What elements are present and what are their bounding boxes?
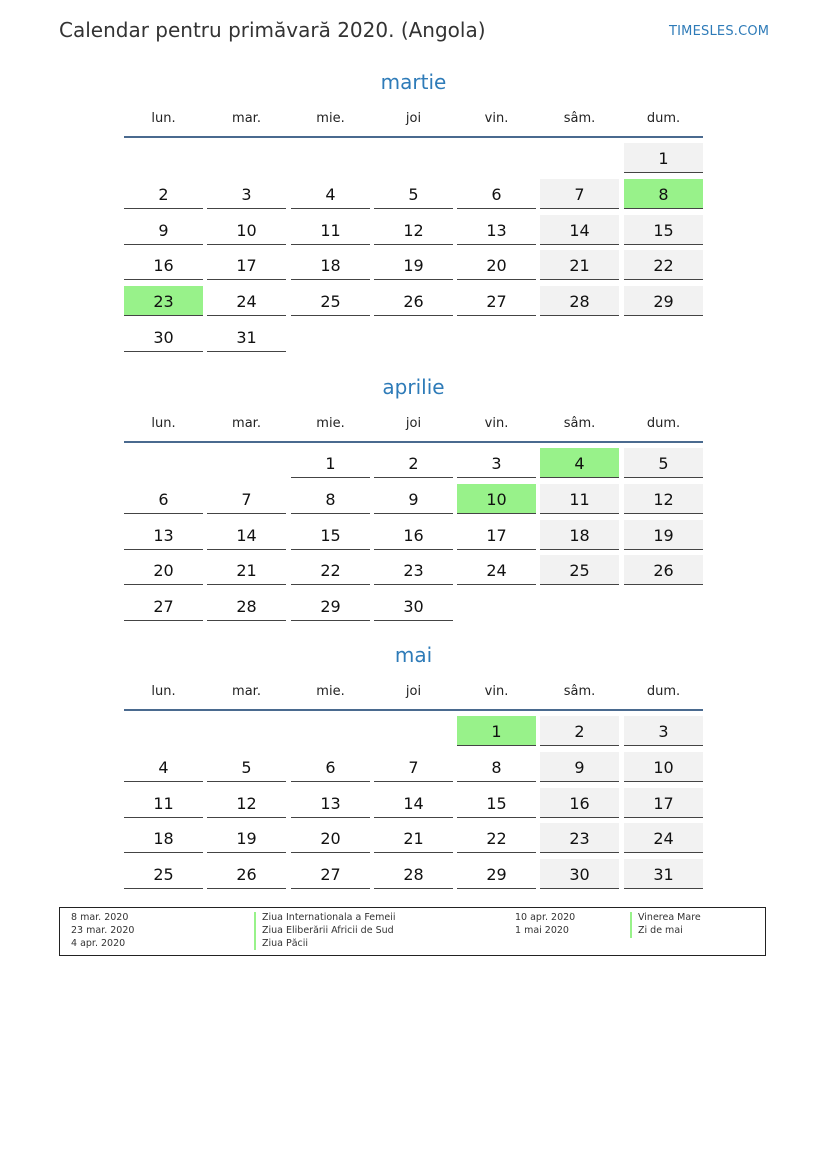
weekday-header: mar. bbox=[232, 416, 261, 431]
day-cell: 6 bbox=[291, 752, 370, 782]
day-cell: 15 bbox=[457, 788, 536, 818]
day-cell: 31 bbox=[207, 322, 286, 352]
day-cell: 27 bbox=[124, 591, 203, 621]
weekday-header: mie. bbox=[316, 416, 345, 431]
day-cell: 31 bbox=[624, 859, 703, 889]
day-cell: 30 bbox=[374, 591, 453, 621]
legend-holiday-name: Vinerea Mare bbox=[630, 912, 701, 925]
legend-date: 1 mai 2020 bbox=[515, 925, 569, 936]
holiday-day-cell: 4 bbox=[540, 448, 619, 478]
day-cell: 11 bbox=[540, 484, 619, 514]
legend-date: 4 apr. 2020 bbox=[71, 937, 126, 949]
day-cell: 5 bbox=[374, 179, 453, 209]
weekday-header: sâm. bbox=[563, 684, 596, 699]
day-cell: 6 bbox=[124, 484, 203, 514]
day-cell: 29 bbox=[624, 286, 703, 316]
day-cell: 27 bbox=[457, 286, 536, 316]
weekday-header: vin. bbox=[484, 684, 509, 699]
day-cell: 25 bbox=[540, 555, 619, 585]
day-cell: 9 bbox=[374, 484, 453, 514]
day-cell: 22 bbox=[457, 823, 536, 853]
day-cell: 4 bbox=[124, 752, 203, 782]
header-rule bbox=[124, 441, 703, 443]
day-cell: 24 bbox=[624, 823, 703, 853]
weekday-header: dum. bbox=[646, 111, 681, 126]
weekday-header: dum. bbox=[646, 684, 681, 699]
day-cell: 22 bbox=[624, 250, 703, 280]
day-cell: 12 bbox=[624, 484, 703, 514]
weekday-header: sâm. bbox=[563, 111, 596, 126]
day-cell: 9 bbox=[540, 752, 619, 782]
day-cell: 20 bbox=[124, 555, 203, 585]
day-cell: 19 bbox=[374, 250, 453, 280]
legend-date: 10 apr. 2020 bbox=[515, 912, 576, 923]
day-cell: 11 bbox=[291, 215, 370, 245]
day-cell: 7 bbox=[374, 752, 453, 782]
day-cell: 11 bbox=[124, 788, 203, 818]
day-cell: 30 bbox=[124, 322, 203, 352]
day-cell: 26 bbox=[207, 859, 286, 889]
weekday-header: sâm. bbox=[563, 416, 596, 431]
month-title: martie bbox=[380, 70, 447, 94]
day-cell: 18 bbox=[291, 250, 370, 280]
weekday-header: joi bbox=[405, 684, 422, 699]
header-rule bbox=[124, 709, 703, 711]
day-cell: 29 bbox=[291, 591, 370, 621]
day-cell: 25 bbox=[291, 286, 370, 316]
day-cell: 19 bbox=[624, 520, 703, 550]
day-cell: 18 bbox=[540, 520, 619, 550]
weekday-header: lun. bbox=[151, 416, 176, 431]
day-cell: 8 bbox=[457, 752, 536, 782]
day-cell: 3 bbox=[207, 179, 286, 209]
day-cell: 24 bbox=[207, 286, 286, 316]
day-cell: 17 bbox=[207, 250, 286, 280]
day-cell: 26 bbox=[374, 286, 453, 316]
day-cell: 7 bbox=[207, 484, 286, 514]
day-cell: 20 bbox=[457, 250, 536, 280]
weekday-header: mar. bbox=[232, 684, 261, 699]
day-cell: 12 bbox=[374, 215, 453, 245]
legend-date: 23 mar. 2020 bbox=[71, 925, 135, 936]
site-link[interactable]: TIMESLES.COM bbox=[669, 24, 770, 39]
day-cell: 2 bbox=[124, 179, 203, 209]
legend-holiday-name: Ziua Eliberării Africii de Sud bbox=[254, 925, 394, 938]
day-cell: 3 bbox=[457, 448, 536, 478]
day-cell: 3 bbox=[624, 716, 703, 746]
holiday-day-cell: 8 bbox=[624, 179, 703, 209]
day-cell: 10 bbox=[207, 215, 286, 245]
day-cell: 14 bbox=[540, 215, 619, 245]
holiday-legend bbox=[59, 907, 766, 956]
weekday-header: mie. bbox=[316, 684, 345, 699]
holiday-day-cell: 23 bbox=[124, 286, 203, 316]
day-cell: 2 bbox=[374, 448, 453, 478]
day-cell: 7 bbox=[540, 179, 619, 209]
legend-holiday-name: Zi de mai bbox=[630, 925, 683, 938]
day-cell: 16 bbox=[374, 520, 453, 550]
weekday-header: vin. bbox=[484, 111, 509, 126]
day-cell: 22 bbox=[291, 555, 370, 585]
day-cell: 24 bbox=[457, 555, 536, 585]
day-cell: 28 bbox=[374, 859, 453, 889]
header-rule bbox=[124, 136, 703, 138]
day-cell: 15 bbox=[624, 215, 703, 245]
day-cell: 5 bbox=[207, 752, 286, 782]
holiday-day-cell: 10 bbox=[457, 484, 536, 514]
day-cell: 1 bbox=[291, 448, 370, 478]
day-cell: 23 bbox=[540, 823, 619, 853]
day-cell: 28 bbox=[540, 286, 619, 316]
day-cell: 21 bbox=[207, 555, 286, 585]
legend-date: 8 mar. 2020 bbox=[71, 912, 129, 923]
day-cell: 13 bbox=[124, 520, 203, 550]
day-cell: 9 bbox=[124, 215, 203, 245]
weekday-header: lun. bbox=[151, 684, 176, 699]
legend-holiday-name: Ziua Internationala a Femeii bbox=[254, 912, 396, 925]
day-cell: 14 bbox=[374, 788, 453, 818]
day-cell: 30 bbox=[540, 859, 619, 889]
day-cell: 25 bbox=[124, 859, 203, 889]
day-cell: 13 bbox=[457, 215, 536, 245]
day-cell: 23 bbox=[374, 555, 453, 585]
day-cell: 16 bbox=[540, 788, 619, 818]
day-cell: 6 bbox=[457, 179, 536, 209]
day-cell: 18 bbox=[124, 823, 203, 853]
day-cell: 13 bbox=[291, 788, 370, 818]
day-cell: 10 bbox=[624, 752, 703, 782]
weekday-header: joi bbox=[405, 416, 422, 431]
day-cell: 19 bbox=[207, 823, 286, 853]
day-cell: 12 bbox=[207, 788, 286, 818]
day-cell: 1 bbox=[624, 143, 703, 173]
day-cell: 2 bbox=[540, 716, 619, 746]
day-cell: 8 bbox=[291, 484, 370, 514]
weekday-header: mie. bbox=[316, 111, 345, 126]
day-cell: 21 bbox=[540, 250, 619, 280]
day-cell: 27 bbox=[291, 859, 370, 889]
day-cell: 17 bbox=[624, 788, 703, 818]
weekday-header: joi bbox=[405, 111, 422, 126]
day-cell: 4 bbox=[291, 179, 370, 209]
day-cell: 16 bbox=[124, 250, 203, 280]
day-cell: 28 bbox=[207, 591, 286, 621]
holiday-day-cell: 1 bbox=[457, 716, 536, 746]
weekday-header: mar. bbox=[232, 111, 261, 126]
day-cell: 14 bbox=[207, 520, 286, 550]
page-title: Calendar pentru primăvară 2020. (Angola) bbox=[59, 18, 486, 42]
day-cell: 26 bbox=[624, 555, 703, 585]
weekday-header: dum. bbox=[646, 416, 681, 431]
month-title: aprilie bbox=[382, 375, 445, 399]
day-cell: 17 bbox=[457, 520, 536, 550]
weekday-header: lun. bbox=[151, 111, 176, 126]
day-cell: 29 bbox=[457, 859, 536, 889]
day-cell: 20 bbox=[291, 823, 370, 853]
weekday-header: vin. bbox=[484, 416, 509, 431]
day-cell: 5 bbox=[624, 448, 703, 478]
day-cell: 15 bbox=[291, 520, 370, 550]
day-cell: 21 bbox=[374, 823, 453, 853]
legend-holiday-name: Ziua Păcii bbox=[254, 938, 308, 951]
month-title: mai bbox=[394, 643, 433, 667]
